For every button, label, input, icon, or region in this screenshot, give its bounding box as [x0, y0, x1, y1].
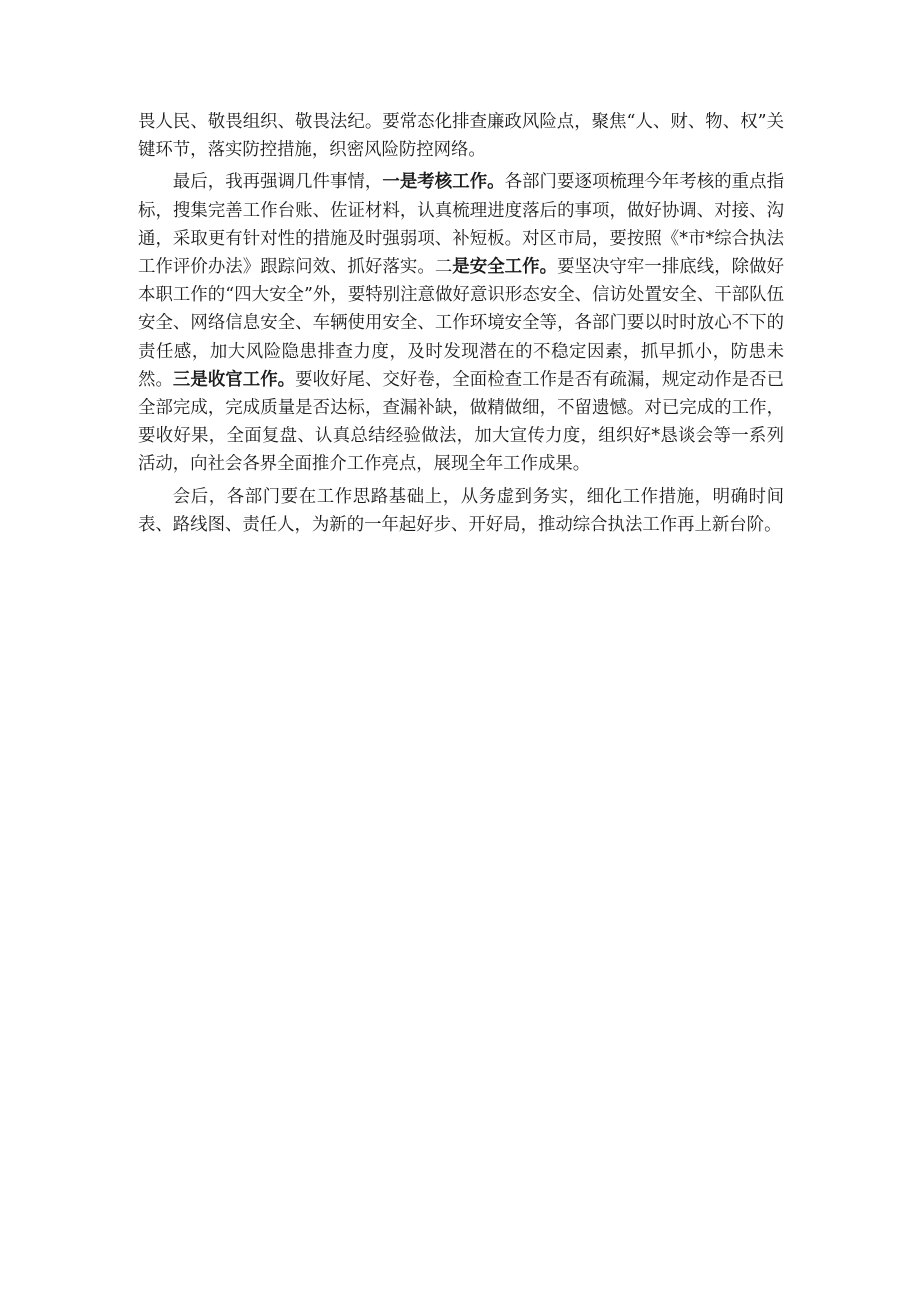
document-page	[138, 108, 784, 539]
paragraph-text: 要收好尾、交好卷，全面检查工作是否有疏漏，规定动作是否已全部完成，完成质量是否达标，查漏补缺，做精做细，不留遗憾。对已完成的工作，要收好果，全面复盘、认真总结经验做法，加大宣传力度，组织好*恳谈会等一系列活动，向社会各界全面推介工作亮点，展现全年工作成果。	[138, 369, 784, 475]
paragraph-text: 最后，我再强调几件事情，	[172, 172, 383, 193]
paragraph-text: 要坚决守牢一排底线，除做好本职工作的“四大安全”外，要特别注意做好意识形态安全、信访处置安全、干部队伍安全、网络信息安全、车辆使用安全、工作环境安全等，各部门要以时时放心不下的责任感，加大风险隐患排查力度，及时发现潜在的不稳定因素，抓早抓小，防患未然。	[138, 257, 784, 390]
paragraph-3	[138, 483, 784, 539]
emphasis-text: 一是考核工作。	[382, 172, 505, 193]
paragraph-1	[138, 108, 784, 164]
emphasis-text: 是安全工作。	[452, 257, 558, 278]
paragraph-text: 会后，各部门要在工作思路基础上，从务虚到务实，细化工作措施，明确时间表、路线图、责任人，为新的一年起好步、开好局，推动综合执法工作再上新台阶。	[138, 486, 784, 535]
paragraph-2	[138, 168, 784, 478]
emphasis-text: 三是收官工作。	[172, 369, 296, 390]
paragraph-text: 畏人民、敬畏组织、敬畏法纪。要常态化排查廉政风险点，聚焦“人、财、物、权”关键环节，落实防控措施，织密风险防控网络。	[138, 112, 784, 161]
paragraph-text: 各部门要逐项梳理今年考核的重点指标，搜集完善工作台账、佐证材料，认真梳理进度落后的事项，做好协调、对接、沟通，采取更有针对性的措施及时强弱项、补短板。对区市局，要按照《*市*综合执法工作评价办法》跟踪问效、抓好落实。二	[138, 172, 784, 278]
